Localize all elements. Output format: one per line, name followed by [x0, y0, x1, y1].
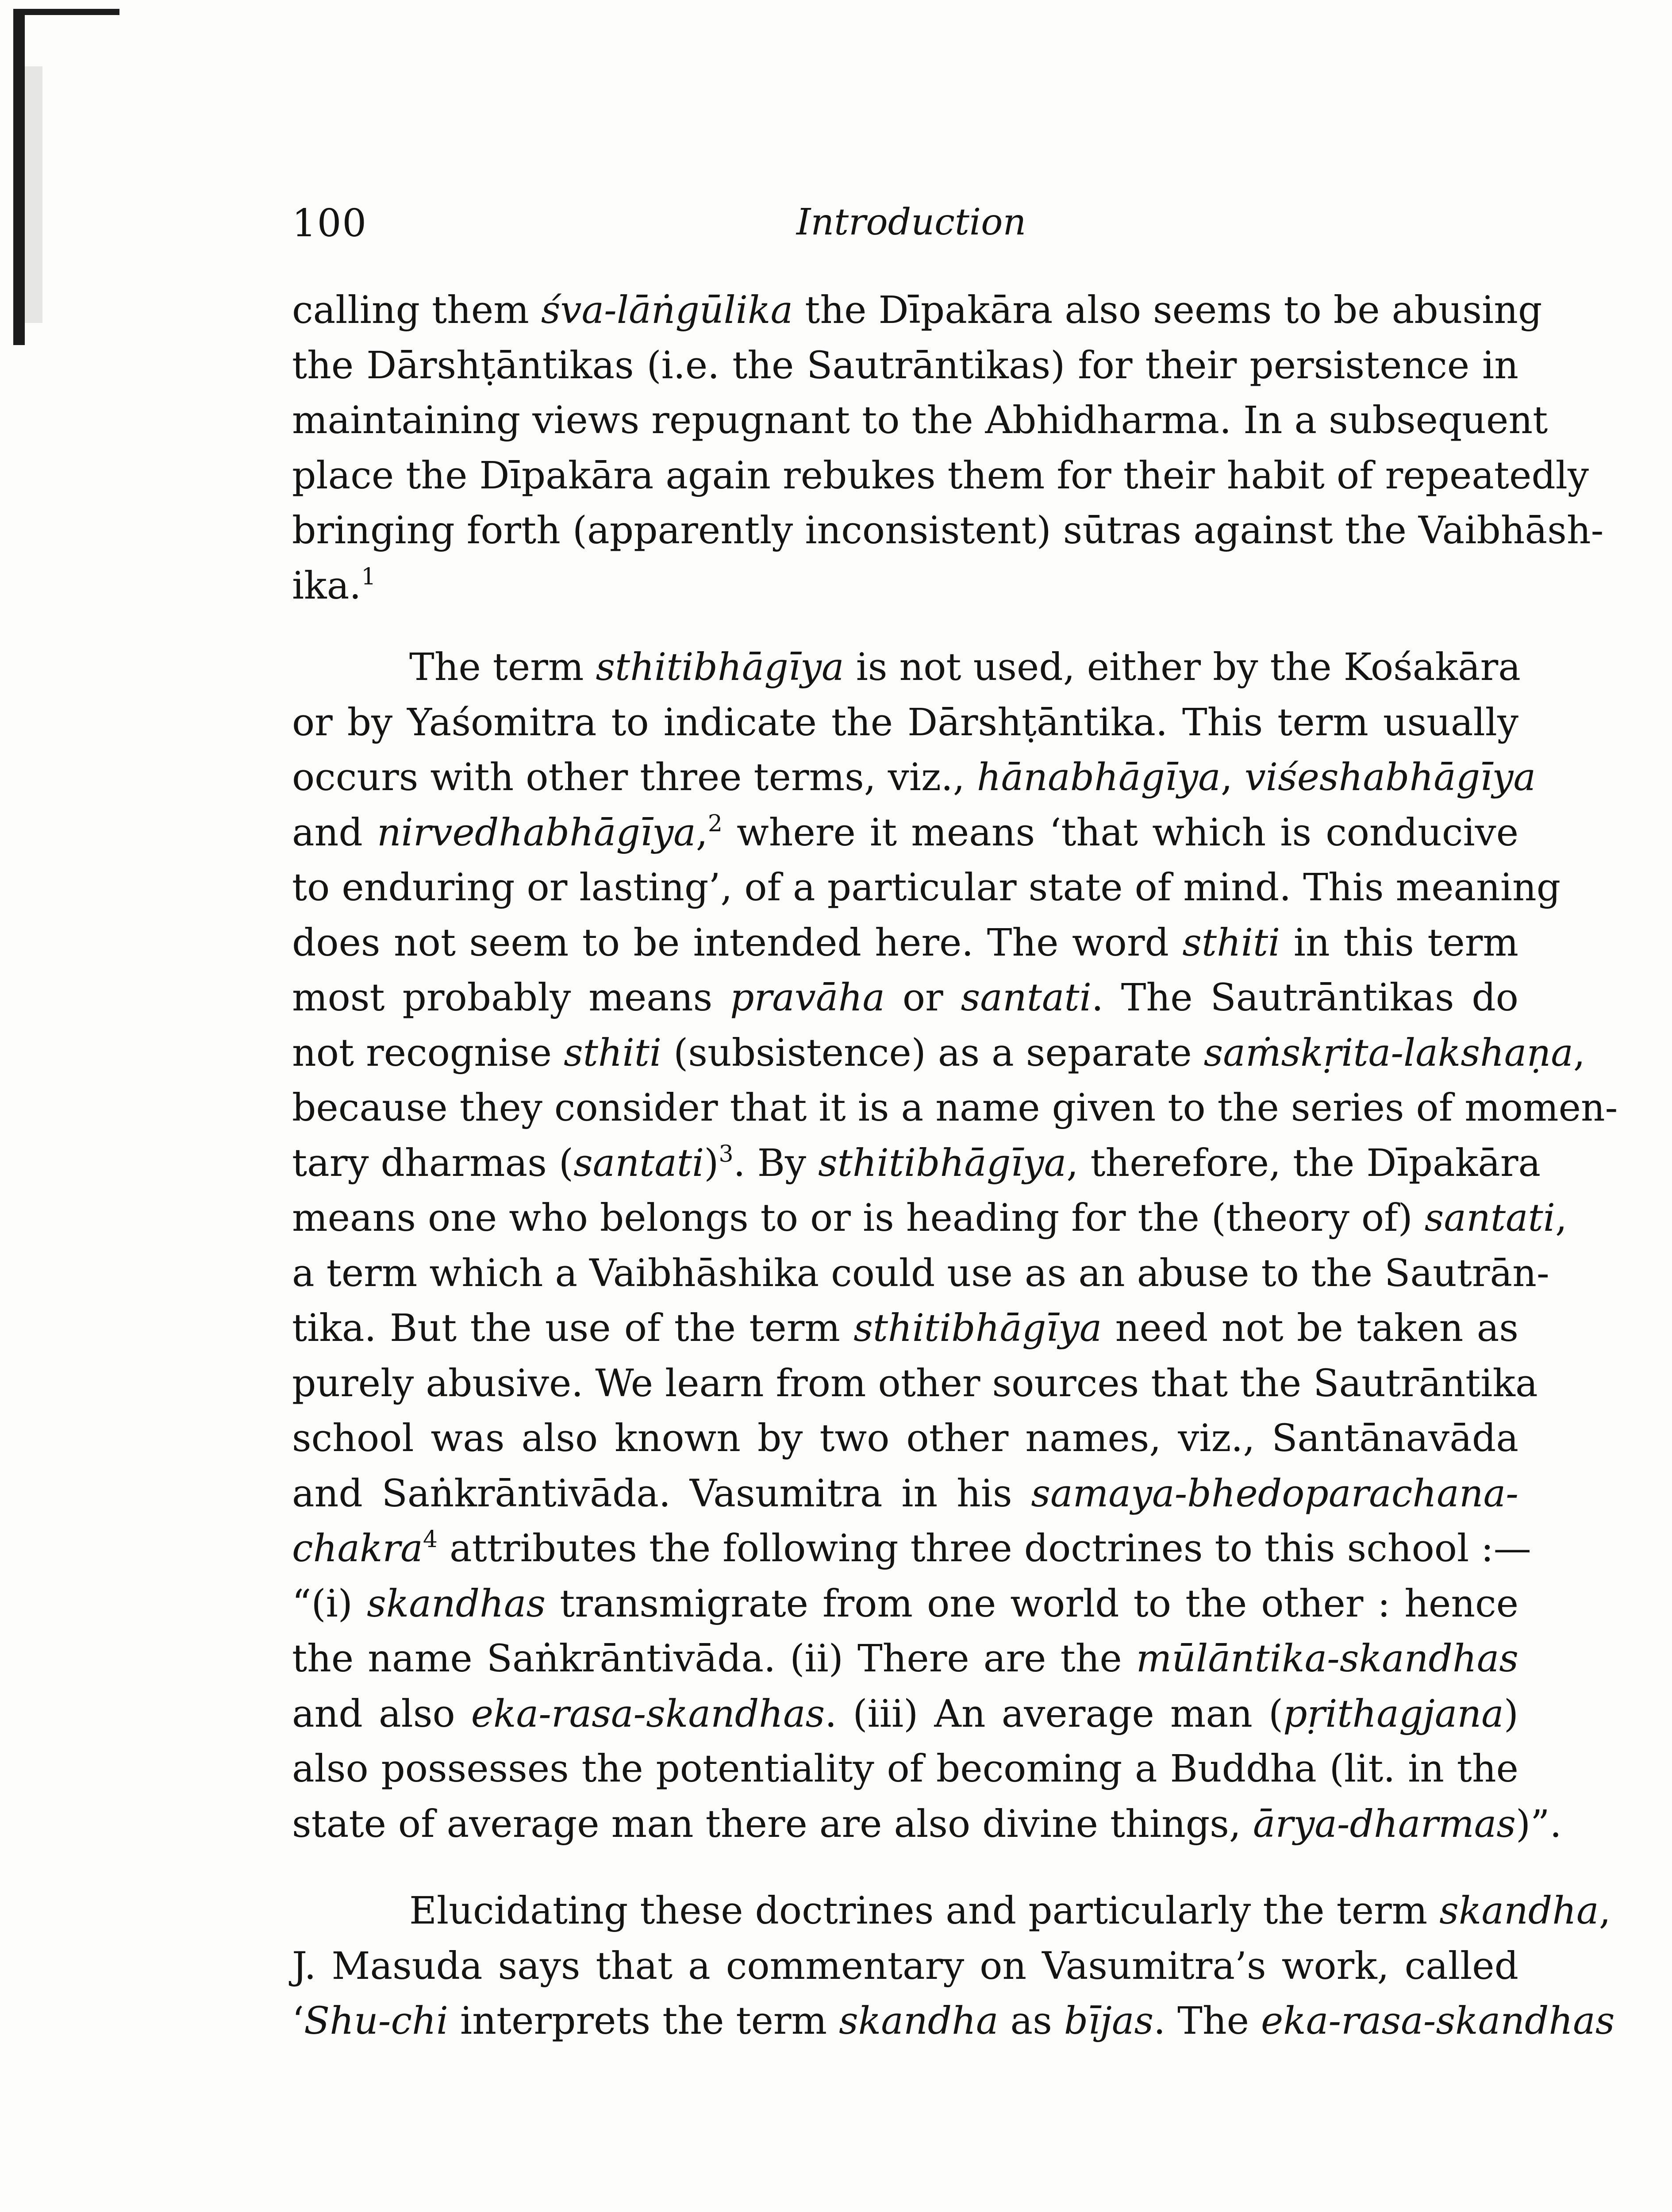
text-run: not recognise: [292, 1031, 564, 1075]
text-run: place the Dīpakāra again rebukes them for their habit of repeatedly: [292, 453, 1589, 498]
text-line: [292, 1246, 1549, 1302]
italic-term: sthitibhāgīya: [853, 1306, 1102, 1350]
italic-term: skandha: [839, 1999, 999, 2043]
text-run: also possesses the potentiality of becoming a Buddha (lit. in the: [292, 1747, 1518, 1791]
text-run: need not be taken as: [1102, 1306, 1518, 1350]
scan-edge-mark: [13, 9, 119, 15]
italic-term: santati: [573, 1141, 704, 1185]
italic-term: samaya-bhedoparachana-: [1031, 1471, 1518, 1516]
text-line: [292, 1742, 1518, 1797]
text-run: J. Masuda says that a commentary on Vasumitra’s work, called: [292, 1944, 1518, 1988]
text-run: and also: [292, 1692, 471, 1736]
text-line: [292, 559, 1518, 614]
text-run: ,: [1573, 1031, 1585, 1075]
text-line: [292, 1884, 1611, 1939]
text-line: [292, 1797, 1562, 1852]
text-run: “(i): [292, 1582, 367, 1626]
text-run: means one who belongs to or is heading for the (theory of): [292, 1196, 1425, 1240]
scan-edge-mark: [13, 9, 25, 345]
text-run: . The Sautrāntikas do: [1091, 976, 1518, 1020]
text-run: bringing forth (apparently inconsistent) sūtras against the Vaibhāsh-: [292, 509, 1604, 553]
text-run: purely abusive. We learn from other sources that the Sautrāntika: [292, 1361, 1538, 1406]
text-run: . By: [733, 1141, 819, 1185]
text-run: the name Saṅkrāntivāda. (ii) There are the: [292, 1637, 1136, 1681]
text-line: [292, 1081, 1618, 1136]
text-run: school was also known by two other names, viz., Santānavāda: [292, 1417, 1518, 1460]
text-run: or by Yaśomitra to indicate the Dārshṭāntika. This term usually: [292, 700, 1518, 745]
text-run: ika.: [292, 564, 361, 608]
italic-term: skandhas: [367, 1582, 546, 1626]
italic-term: nirvedhabhāgīya: [377, 810, 696, 855]
text-line: [292, 806, 1518, 861]
italic-term: mūlāntika-skandhas: [1136, 1637, 1518, 1681]
italic-term: Shu-chi: [304, 1999, 449, 2043]
text-line: [292, 393, 1548, 449]
text-line: [292, 1467, 1518, 1522]
text-run: a term which a Vaibhāshika could use as an abuse to the Sautrān-: [292, 1251, 1549, 1295]
italic-term: eka-rasa-skandhas: [1261, 1999, 1615, 2043]
scan-shadow: [25, 66, 42, 323]
text-run: (subsistence) as a separate: [661, 1031, 1204, 1075]
text-run: as: [998, 1999, 1064, 2043]
italic-term: skandha: [1439, 1889, 1599, 1933]
text-run: does not seem to be intended here. The word: [292, 921, 1183, 965]
paragraph: [292, 283, 1604, 614]
text-run: ,: [696, 810, 708, 855]
text-run: to enduring or lasting’, of a particular state of mind. This meaning: [292, 866, 1561, 910]
text-run: ,: [1599, 1889, 1611, 1933]
italic-term: pṛithagjana: [1283, 1692, 1504, 1736]
text-line: [292, 449, 1589, 504]
italic-term: sthiti: [564, 1031, 662, 1075]
paragraph: [292, 640, 1618, 1852]
text-run: interprets the term: [448, 1999, 839, 2043]
text-run: state of average man there are also divine things,: [292, 1802, 1253, 1846]
page-number: 100: [292, 201, 368, 246]
text-run: tika. But the use of the term: [292, 1306, 854, 1350]
text-run: in this term: [1280, 921, 1518, 965]
italic-term: śva-lāṅgūlika: [541, 288, 793, 332]
italic-term: santati: [961, 976, 1092, 1020]
paragraph: [292, 1884, 1615, 2049]
footnote-ref: 3: [719, 1141, 734, 1167]
italic-term: sthitibhāgīya: [818, 1141, 1067, 1185]
running-head: Introduction: [796, 201, 1026, 243]
body-text: [292, 283, 1618, 2049]
italic-term: eka-rasa-skandhas: [471, 1692, 825, 1736]
text-line: [292, 695, 1518, 751]
text-run: )”.: [1516, 1802, 1562, 1846]
text-line: [292, 750, 1536, 806]
italic-term: bījas: [1064, 1999, 1154, 2043]
text-run: ‘: [292, 1999, 304, 2043]
text-line: [292, 971, 1518, 1026]
text-line: [292, 1632, 1518, 1687]
text-run: and Saṅkrāntivāda. Vasumitra in his: [292, 1471, 1031, 1516]
footnote-ref: 2: [707, 810, 723, 837]
text-line: [292, 1191, 1568, 1246]
text-run: ): [1503, 1692, 1518, 1736]
italic-term: saṁskṛita-lakshaṇa: [1203, 1031, 1573, 1075]
text-run: and: [292, 810, 377, 855]
text-line: [292, 1026, 1585, 1081]
text-run: tary dharmas (: [292, 1141, 574, 1185]
text-run: is not used, either by the Kośakāra: [844, 645, 1521, 689]
text-run: . The: [1153, 1999, 1261, 2043]
text-run: the Dārshṭāntikas (i.e. the Sautrāntikas) for their persistence in: [292, 343, 1518, 388]
text-run: maintaining views repugnant to the Abhidharma. In a subsequent: [292, 399, 1548, 442]
italic-term: sthitibhāgīya: [596, 645, 844, 689]
text-line: [292, 283, 1542, 338]
italic-term: chakra: [292, 1527, 423, 1571]
text-line: [292, 1994, 1615, 2049]
text-line: [292, 503, 1604, 559]
text-line: [292, 1411, 1518, 1467]
text-run: where it means ‘that which is conducive: [722, 810, 1518, 855]
text-run: calling them: [292, 288, 541, 332]
text-run: . (iii) An average man (: [825, 1692, 1284, 1736]
italic-term: viśeshabhāgīya: [1244, 756, 1536, 799]
text-run: The term: [409, 645, 596, 689]
text-line: [292, 860, 1561, 916]
text-run: , therefore, the Dīpakāra: [1066, 1141, 1541, 1185]
text-run: the Dīpakāra also seems to be abusing: [793, 288, 1542, 332]
text-run: or: [885, 976, 961, 1020]
text-line: [292, 1577, 1518, 1632]
page-header: [292, 201, 1672, 254]
footnote-ref: 1: [361, 563, 376, 590]
text-line: [292, 1521, 1531, 1577]
text-run: attributes the following three doctrines to this school :—: [437, 1527, 1531, 1571]
text-run: ): [704, 1141, 719, 1185]
text-line: [292, 640, 1521, 695]
text-run: transmigrate from one world to the other : hence: [546, 1582, 1518, 1626]
text-line: [292, 338, 1518, 394]
italic-term: hānabhāgīya: [976, 756, 1221, 799]
italic-term: santati: [1424, 1196, 1556, 1240]
italic-term: sthiti: [1182, 921, 1280, 965]
text-line: [292, 1136, 1541, 1191]
text-line: [292, 916, 1518, 971]
text-run: because they consider that it is a name given to the series of momen-: [292, 1086, 1618, 1130]
text-line: [292, 1687, 1518, 1742]
text-run: ,: [1220, 756, 1245, 799]
text-line: [292, 1356, 1538, 1412]
text-line: [292, 1301, 1518, 1356]
italic-term: ārya-dharmas: [1253, 1802, 1516, 1846]
text-run: occurs with other three terms, viz.,: [292, 756, 977, 799]
footnote-ref: 4: [423, 1526, 438, 1553]
text-run: Elucidating these doctrines and particularly the term: [409, 1889, 1440, 1933]
text-line: [292, 1939, 1518, 1994]
italic-term: pravāha: [730, 976, 885, 1020]
text-run: ,: [1555, 1196, 1568, 1240]
text-run: most probably means: [292, 976, 730, 1020]
